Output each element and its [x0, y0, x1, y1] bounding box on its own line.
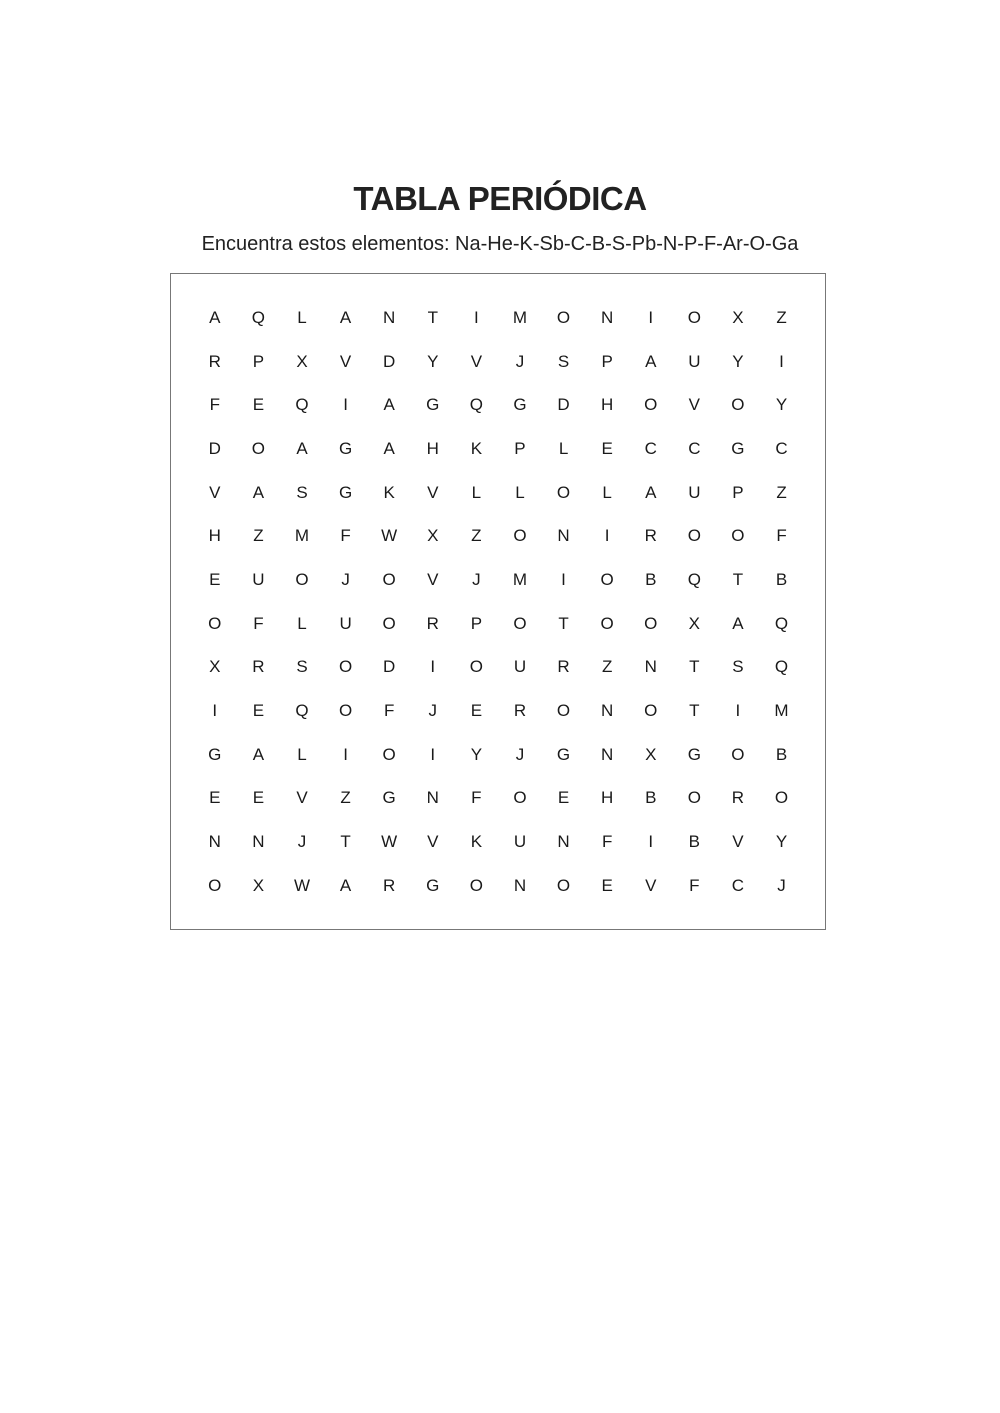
- grid-cell: I: [604, 526, 610, 546]
- grid-cell: R: [557, 657, 570, 677]
- grid-cell: T: [427, 307, 438, 327]
- grid-cell: N: [426, 788, 439, 808]
- grid-cell: Q: [251, 307, 265, 327]
- grid-cell: A: [252, 482, 265, 502]
- grid-cell: N: [208, 832, 221, 852]
- grid-cell: O: [382, 613, 396, 633]
- grid-cell: O: [556, 482, 571, 502]
- grid-cell: O: [469, 875, 483, 895]
- grid-cell: R: [208, 351, 221, 371]
- grid-cell: N: [601, 701, 614, 721]
- grid-cell: Z: [601, 657, 613, 677]
- grid-cell: O: [687, 307, 701, 327]
- grid-cell: G: [338, 438, 353, 458]
- grid-cell: V: [645, 875, 657, 895]
- grid-cell: G: [426, 875, 440, 895]
- grid-cell: A: [209, 307, 221, 327]
- grid-cell: V: [470, 351, 483, 371]
- grid-cell: J: [515, 744, 525, 764]
- grid-cell: Z: [340, 788, 351, 808]
- grid-cell: L: [558, 438, 569, 458]
- grid-cell: B: [645, 569, 657, 589]
- grid-cell: A: [339, 307, 352, 327]
- grid-cell: Q: [774, 657, 789, 677]
- grid-cell: O: [644, 701, 658, 721]
- grid-cell: O: [251, 438, 265, 458]
- grid-cell: K: [470, 832, 483, 852]
- grid-cell: U: [688, 351, 701, 371]
- grid-cell: Z: [776, 307, 787, 327]
- grid-cell: B: [688, 832, 700, 852]
- grid-cell: V: [427, 832, 439, 852]
- grid-cell: R: [426, 613, 439, 633]
- grid-cell: Z: [253, 526, 264, 546]
- grid-cell: G: [731, 438, 745, 458]
- grid-cell: O: [382, 744, 396, 764]
- grid-cell: F: [689, 875, 700, 895]
- grid-cell: R: [513, 701, 527, 721]
- grid-cell: X: [252, 875, 265, 895]
- grid-cell: O: [731, 744, 745, 764]
- grid-cell: P: [601, 351, 613, 371]
- grid-cell: S: [296, 482, 308, 502]
- grid-cell: X: [645, 744, 657, 764]
- grid-cell: C: [688, 438, 701, 458]
- grid-cell: O: [208, 875, 222, 895]
- grid-cell: O: [687, 788, 701, 808]
- grid-cell: M: [774, 701, 789, 721]
- grid-cell: N: [383, 307, 396, 327]
- grid-cell: M: [512, 569, 528, 589]
- grid-cell: I: [779, 351, 784, 371]
- grid-cell: D: [383, 351, 396, 371]
- grid-cell: J: [472, 569, 481, 589]
- grid-cell: D: [383, 657, 396, 677]
- grid-cell: A: [645, 482, 657, 502]
- grid-cell: P: [514, 438, 526, 458]
- grid-cell: U: [339, 613, 352, 633]
- grid-cell: T: [340, 832, 351, 852]
- grid-cell: C: [644, 438, 657, 458]
- grid-cell: I: [343, 744, 348, 764]
- grid-cell: R: [731, 788, 745, 808]
- grid-cell: V: [688, 395, 700, 415]
- grid-cell: J: [777, 875, 786, 895]
- grid-cell: P: [732, 482, 744, 502]
- grid-cell: U: [513, 657, 527, 677]
- grid-cell: F: [209, 395, 220, 415]
- grid-cell: V: [427, 569, 439, 589]
- grid-cell: X: [688, 613, 700, 633]
- grid-cell: U: [513, 832, 527, 852]
- grid-cell: P: [252, 351, 265, 371]
- grid-cell: X: [732, 307, 744, 327]
- grid-cell: O: [556, 307, 571, 327]
- grid-cell: L: [602, 482, 612, 502]
- grid-cell: Q: [295, 395, 309, 415]
- grid-cell: W: [381, 526, 398, 546]
- grid-cell: I: [561, 569, 566, 589]
- grid-cell: L: [515, 482, 525, 502]
- grid-cell: L: [297, 613, 307, 633]
- grid-cell: F: [340, 526, 351, 546]
- grid-cell: A: [732, 613, 744, 633]
- grid-cell: S: [732, 657, 744, 677]
- grid-cell: Z: [776, 482, 787, 502]
- grid-cell: D: [208, 438, 221, 458]
- grid-cell: E: [252, 395, 265, 415]
- grid-cell: F: [383, 701, 395, 721]
- grid-cell: B: [645, 788, 657, 808]
- grid-cell: R: [644, 526, 657, 546]
- grid-cell: F: [471, 788, 482, 808]
- grid-cell: H: [601, 788, 614, 808]
- grid-cell: E: [470, 701, 483, 721]
- grid-cell: I: [735, 701, 741, 721]
- grid-cell: C: [775, 438, 788, 458]
- grid-cell: I: [648, 307, 654, 327]
- grid-cell: E: [601, 875, 613, 895]
- grid-cell: S: [296, 657, 308, 677]
- grid-cell: P: [470, 613, 483, 633]
- grid-cell: H: [601, 395, 614, 415]
- grid-cell: I: [430, 657, 436, 677]
- grid-cell: Y: [470, 744, 483, 764]
- grid-cell: T: [689, 701, 700, 721]
- grid-cell: G: [687, 744, 701, 764]
- grid-cell: J: [515, 351, 525, 371]
- grid-cell: E: [557, 788, 570, 808]
- grid-cell: H: [426, 438, 439, 458]
- instructions: Encuentra estos elementos: Na-He-K-Sb-C-B-S-Pb-N-P-F-Ar-O-Ga: [201, 233, 799, 255]
- grid-cell: A: [296, 438, 308, 458]
- grid-cell: A: [339, 875, 352, 895]
- grid-cell: Q: [774, 613, 789, 633]
- grid-cell: W: [293, 875, 310, 895]
- grid-cell: I: [212, 701, 218, 721]
- grid-cell: E: [252, 788, 265, 808]
- grid-cell: E: [601, 438, 613, 458]
- grid-cell: V: [732, 832, 744, 852]
- grid-cell: C: [731, 875, 745, 895]
- grid-cell: I: [648, 832, 654, 852]
- word-search-grid: [193, 296, 803, 908]
- grid-cell: S: [557, 351, 570, 371]
- grid-cell: O: [731, 395, 745, 415]
- grid-cell: J: [297, 832, 307, 852]
- grid-cell: Q: [295, 701, 309, 721]
- grid-cell: R: [252, 657, 265, 677]
- grid-cell: F: [601, 832, 613, 852]
- grid-cell: O: [338, 657, 353, 677]
- grid-cell: O: [600, 613, 614, 633]
- grid-cell: Y: [775, 395, 788, 415]
- grid-cell: Y: [732, 351, 744, 371]
- grid-cell: G: [426, 395, 440, 415]
- grid-cell: X: [296, 351, 308, 371]
- grid-cell: Q: [469, 395, 483, 415]
- grid-cell: V: [209, 482, 221, 502]
- grid-cell: A: [383, 395, 395, 415]
- grid-cell: G: [208, 744, 222, 764]
- grid-cell: T: [732, 569, 744, 589]
- grid-cell: F: [253, 613, 264, 633]
- grid-cell: J: [341, 569, 350, 589]
- grid-cell: O: [731, 526, 745, 546]
- grid-cell: G: [338, 482, 353, 502]
- grid-cell: I: [430, 744, 436, 764]
- grid-cell: B: [775, 569, 788, 589]
- grid-cell: A: [645, 351, 657, 371]
- grid-cell: O: [644, 613, 658, 633]
- grid-cell: N: [513, 875, 527, 895]
- grid-cell: O: [295, 569, 309, 589]
- grid-cell: G: [513, 395, 527, 415]
- grid-cell: N: [644, 657, 657, 677]
- grid-cell: A: [252, 744, 265, 764]
- grid-cell: L: [297, 744, 307, 764]
- grid-cell: V: [296, 788, 308, 808]
- grid-cell: O: [208, 613, 222, 633]
- grid-cell: M: [512, 307, 528, 327]
- grid-cell: E: [209, 569, 221, 589]
- grid-cell: N: [252, 832, 265, 852]
- page-title: TABLA PERIÓDICA: [353, 180, 647, 217]
- grid-cell: T: [689, 657, 700, 677]
- grid-cell: V: [427, 482, 439, 502]
- grid-cell: O: [469, 657, 483, 677]
- grid-cell: O: [644, 395, 658, 415]
- grid-cell: Q: [687, 569, 701, 589]
- grid-cell: F: [776, 526, 787, 546]
- grid-cell: D: [557, 395, 570, 415]
- grid-cell: X: [427, 526, 439, 546]
- grid-cell: O: [774, 788, 789, 808]
- grid-cell: A: [383, 438, 395, 458]
- grid-cell: O: [687, 526, 701, 546]
- grid-cell: X: [209, 657, 221, 677]
- grid-cell: K: [470, 438, 483, 458]
- grid-cell: G: [556, 744, 571, 764]
- grid-cell: Y: [427, 351, 439, 371]
- grid-cell: O: [556, 875, 571, 895]
- grid-cell: G: [382, 788, 396, 808]
- grid-cell: O: [556, 701, 571, 721]
- grid-cell: N: [557, 832, 570, 852]
- grid-cell: O: [338, 701, 353, 721]
- grid-cell: V: [339, 351, 352, 371]
- grid-cell: W: [381, 832, 398, 852]
- grid-cell: N: [601, 307, 614, 327]
- grid-cell: I: [343, 395, 348, 415]
- grid-cell: N: [601, 744, 614, 764]
- grid-cell: K: [383, 482, 395, 502]
- grid-cell: Z: [471, 526, 482, 546]
- grid-cell: O: [513, 613, 527, 633]
- grid-cell: O: [382, 569, 396, 589]
- grid-cell: L: [471, 482, 482, 502]
- grid-cell: B: [775, 744, 788, 764]
- grid-cell: H: [208, 526, 221, 546]
- grid-cell: U: [688, 482, 701, 502]
- grid-cell: E: [209, 788, 221, 808]
- grid-cell: M: [294, 526, 310, 546]
- grid-cell: I: [473, 307, 479, 327]
- word-search-box: [170, 273, 826, 930]
- grid-cell: U: [252, 569, 265, 589]
- grid-cell: E: [252, 701, 265, 721]
- grid-cell: L: [297, 307, 307, 327]
- grid-cell: Y: [775, 832, 788, 852]
- grid-cell: O: [513, 788, 527, 808]
- grid-cell: O: [513, 526, 527, 546]
- grid-cell: N: [557, 526, 570, 546]
- grid-cell: O: [600, 569, 614, 589]
- grid-cell: J: [428, 701, 438, 721]
- grid-cell: R: [383, 875, 396, 895]
- grid-cell: T: [558, 613, 569, 633]
